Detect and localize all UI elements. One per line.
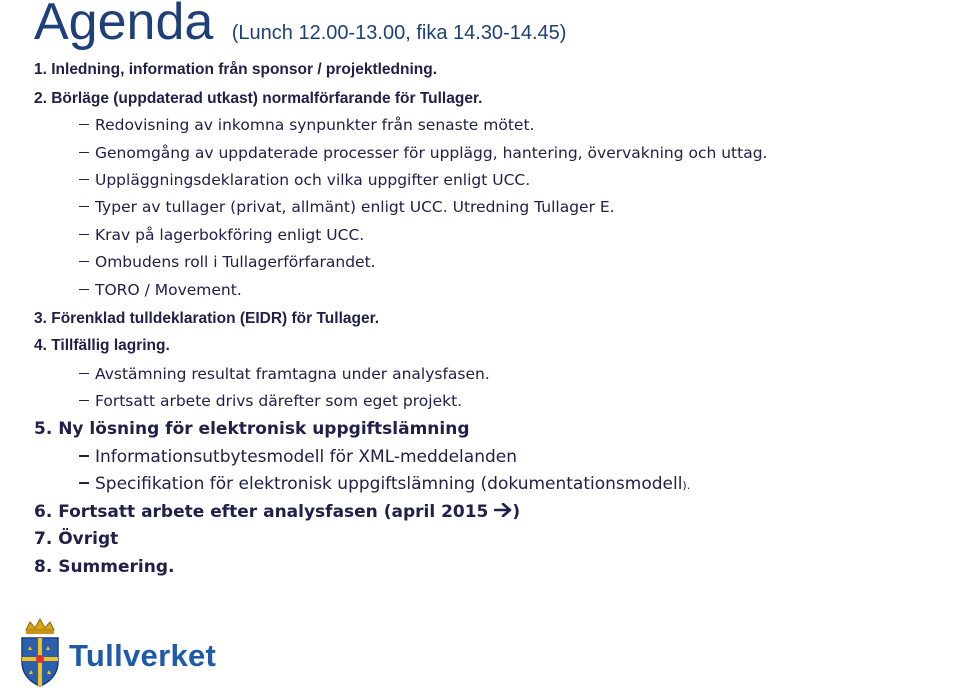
agenda-item-6-suffix: ) [512,502,521,522]
agenda-item-5: 5. Ny lösning för elektronisk uppgiftslämning [34,419,470,439]
agenda-subitem [79,144,767,162]
page-subtitle: (Lunch 12.00-13.00, fika 14.30-14.45) [231,22,567,44]
dash-bullet-icon [79,455,89,457]
agenda-subitem [79,365,490,383]
agenda-item-2: 2. Börläge (uppdaterad utkast) normalförfarande för Tullager. [34,90,483,107]
dash-bullet-icon [79,373,89,375]
agenda-subitem-text: TORO / Movement. [95,281,242,299]
dash-bullet-icon [79,261,89,263]
agenda-subitem [79,116,534,134]
agenda-subitem-text: Fortsatt arbete drivs därefter som eget projekt. [95,392,463,410]
dash-bullet-icon [79,152,89,154]
agenda-subitem-text: Informationsutbytesmodell för XML-meddelanden [95,447,517,467]
agenda-item-1: 1. Inledning, information från sponsor / projektledning. [34,61,438,78]
agenda-item-4: 4. Tillfällig lagring. [34,337,170,354]
agenda-subitem [79,474,690,494]
page-title: Agenda [34,0,214,51]
agenda-subitem [79,253,376,271]
agenda-item-8: 8. Summering. [34,557,175,577]
agenda-subitem-text: Uppläggningsdeklaration och vilka uppgifter enligt UCC. [95,171,531,189]
agenda-subitem [79,171,530,189]
agenda-subitem [79,392,462,410]
agenda-subitem [79,281,242,299]
closing-paren: ). [682,479,691,492]
agenda-item-7: 7. Övrigt [34,529,119,549]
agenda-header [34,0,566,52]
agenda-subitem-text: Redovisning av inkomna synpunkter från senaste mötet. [95,116,535,134]
dash-bullet-icon [79,234,89,236]
agenda-item-3: 3. Förenklad tulldeklaration (EIDR) för Tullager. [34,310,380,327]
agenda-subitem-text: Krav på lagerbokföring enligt UCC. [95,226,365,244]
dash-bullet-icon [79,482,89,484]
dash-bullet-icon [79,179,89,181]
agenda-subitem-text: Specifikation för elektronisk uppgiftslämning (dokumentationsmodell [95,474,683,494]
agenda-subitem [79,226,364,244]
right-arrow-icon [494,502,512,522]
logo-wordmark: Tullverket [69,638,217,673]
dash-bullet-icon [79,289,89,291]
crown-shield-icon [14,616,66,688]
dash-bullet-icon [79,124,89,126]
agenda-subitem-text: Ombudens roll i Tullagerförfarandet. [95,253,376,271]
agenda-subitem-text: Genomgång av uppdaterade processer för upplägg, hantering, övervakning och uttag. [95,144,768,162]
agenda-subitem [79,447,517,467]
agenda-item-6 [34,502,520,522]
agenda-subitem [79,198,615,216]
agenda-subitem-text: Typer av tullager (privat, allmänt) enligt UCC. Utredning Tullager E. [95,198,615,216]
tullverket-logo [14,616,224,692]
dash-bullet-icon [79,400,89,402]
agenda-subitem-text: Avstämning resultat framtagna under analysfasen. [95,365,490,383]
dash-bullet-icon [79,206,89,208]
agenda-item-6-text: 6. Fortsatt arbete efter analysfasen (april 2015 [34,502,495,522]
